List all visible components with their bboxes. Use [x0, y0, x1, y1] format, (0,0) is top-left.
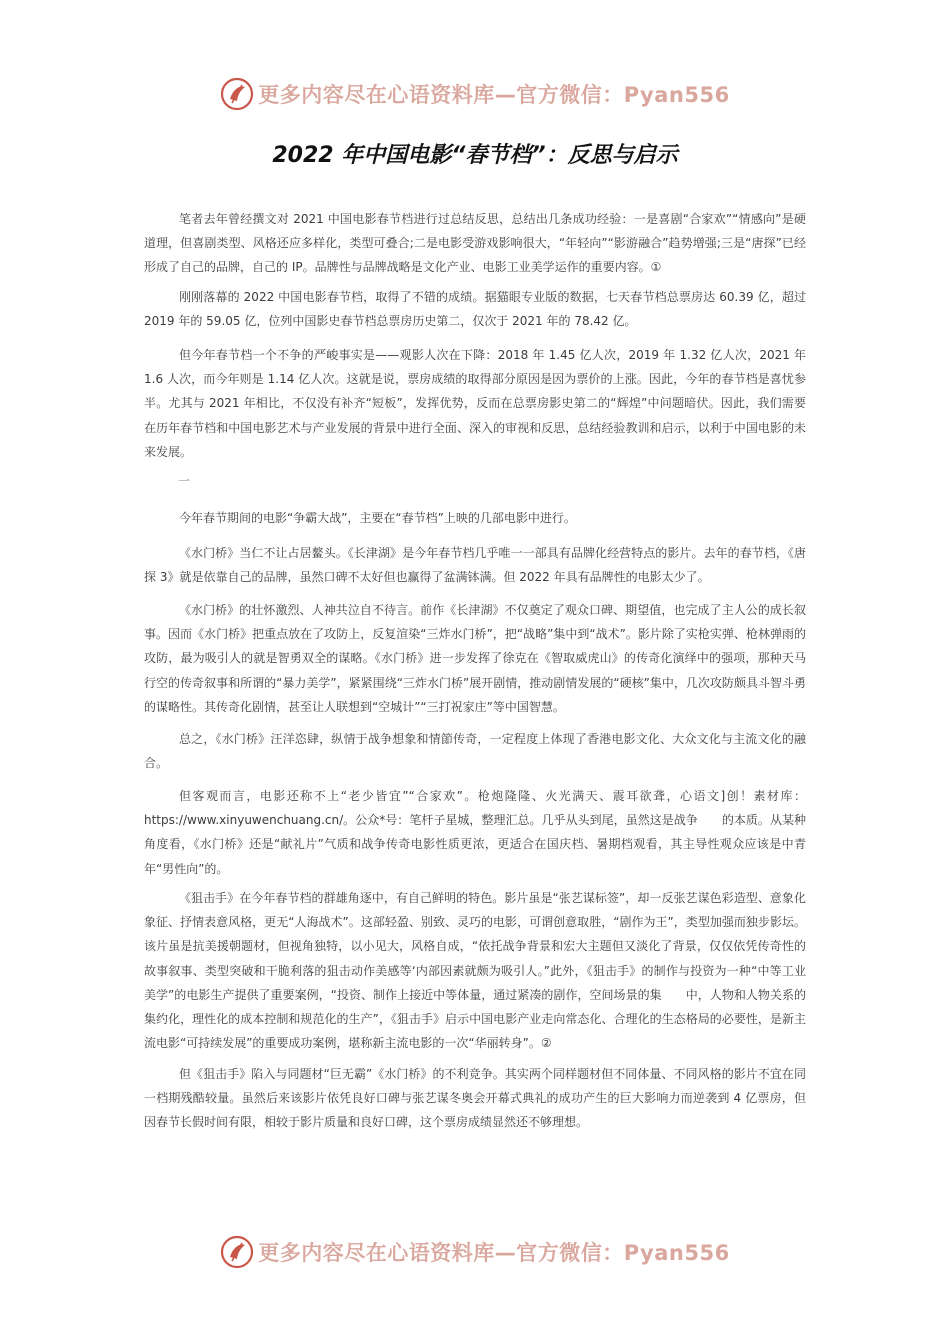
brand-logo-icon — [220, 1235, 254, 1269]
paragraph-3: 但今年春节档一个不争的严峻事实是——观影人次在下降：2018 年 1.45 亿人次，2019 年 1.32 亿人次，2021 年 1.6 人次，而今年则是 1.14 亿人次。这就是说，票房成绩的取得部分原因是因为票价的上涨。因此，今年的春节档是喜忧参半。尤其与 2021 年相比，不仅没有补齐“短板”，发挥优势，反而在总票房影史第二的“辉煌”中问题暗伏。因此，我们需要在历年春节档和中国电影艺术与产业发展的背景中进行全面、深入的审视和反思，总结经验教训和启示，以利于中国电影的未来发展。 — [144, 348, 806, 459]
banner-text: 更多内容尽在心语资料库—官方微信：Pyan556 — [258, 83, 730, 107]
paragraph-4: 今年春节期间的电影“争霸大战”，主要在“春节档”上映的几部电影中进行。 — [179, 511, 576, 525]
footer-banner — [0, 1232, 950, 1272]
paragraph-1: 笔者去年曾经撰文对 2021 中国电影春节档进行过总结反思，总结出几条成功经验：一是喜剧“合家欢”“情感向”是硬道理，但喜剧类型、风格还应多样化，类型可叠合;二是电影受游戏影响很大，“年轻向”“影游融合”趋势增强;三是“唐探”已经形成了自己的品牌，自己的 IP。品牌性与品牌战略是文化产业、电影工业美学运作的重要内容。① — [144, 212, 806, 275]
brand-logo-icon — [220, 77, 254, 111]
paragraph-8: 但客观而言，电影还称不上“老少皆宜”“合家欢”。枪炮隆隆、火光满天、震耳欲聋，心语文]创！素材库：https://www.xinyuwenchuang.cn/。公众*号：笔杆子星城，整理汇总。几乎从头到尾，虽然这是战争 的本质。从某种角度看，《水门桥》还是“献礼片”气质和战争传奇电影性质更浓，更适合在国庆档、暑期档观看，其主导性观众应该是中青年“男性向”的。 — [144, 789, 806, 876]
paragraph-6: 《水门桥》的壮怀激烈、人神共泣自不待言。前作《长津湖》不仅奠定了观众口碑、期望值，也完成了主人公的成长叙事。因而《水门桥》把重点放在了攻防上，反复渲染“三炸水门桥”，把“战略”集中到“战术”。影片除了实枪实弹、枪林弹雨的攻防，最为吸引人的就是智勇双全的谋略。《水门桥》进一步发挥了徐克在《智取威虎山》的传奇化演绎中的强项，那种天马行空的传奇叙事和所谓的“暴力美学”，紧紧围绕“三炸水门桥”展开剧情，推动剧情发展的“硬核”集中，几次攻防颇具斗智斗勇的谋略性。其传奇化剧情，甚至让人联想到“空城计”“三打祝家庄”等中国智慧。 — [144, 603, 806, 714]
section-divider: 一 — [178, 474, 191, 488]
paragraph-10: 但《狙击手》陷入与同题材“巨无霸”《水门桥》的不利竞争。其实两个同样题材但不同体量、不同风格的影片不宜在同一档期残酷较量。虽然后来该影片依凭良好口碑与张艺谋冬奥会开幕式典礼的成功产生的巨大影响力而逆袭到 4 亿票房，但因春节长假时间有限，相较于影片质量和良好口碑，这个票房成绩显然还不够理想。 — [144, 1067, 806, 1130]
paragraph-5: 《水门桥》当仁不让占居鳌头。《长津湖》是今年春节档几乎唯一一部具有品牌化经营特点的影片。去年的春节档，《唐探 3》就是依靠自己的品牌，虽然口碑不太好但也赢得了盆满钵满。但 2022 年具有品牌性的电影太少了。 — [144, 546, 806, 585]
paragraph-2: 刚刚落幕的 2022 中国电影春节档，取得了不错的成绩。据猫眼专业版的数据，七天春节档总票房达 60.39 亿，超过 2019 年的 59.05 亿，位列中国影史春节档总票房历史第二，仅次于 2021 年的 78.42 亿。 — [144, 290, 806, 329]
document-title: 2022 年中国电影“春节档”：反思与启示 — [272, 143, 678, 168]
paragraph-7: 总之，《水门桥》汪洋恣肆，纵情于战争想象和情節传奇，一定程度上体现了香港电影文化、大众文化与主流文化的融合。 — [144, 732, 806, 771]
header-banner — [0, 74, 950, 114]
paragraph-9: 《狙击手》在今年春节档的群雄角逐中，有自己鲜明的特色。影片虽是“张艺谋标签”，却一反张艺谋色彩造型、意象化象征、抒情表意风格，更无“人海战术”。这部轻盈、别致、灵巧的电影，可谓创意取胜，“剧作为王”，类型加强而独步影坛。该片虽是抗美援朝题材，但视角独特，以小见大，风格自成，“依托战争背景和宏大主题但又淡化了背景，仅仅依凭传奇性的故事叙事、类型突破和干脆利落的狙击动作美感等‘内部因素就颇为吸引人。”此外，《狙击手》的制作与投资为一种“中等工业美学”的电影生产提供了重要案例，“投资、制作上接近中等体量，通过紧凑的剧作，空间场景的集 中，人物和人物关系的集约化，理性化的成本控制和规范化的生产”，《狙击手》启示中国电影产业走向常态化、合理化的生态格局的必要性，是新主流电影“可持续发展”的重要成功案例，堪称新主流电影的一次“华丽转身”。② — [144, 891, 806, 1051]
banner-text: 更多内容尽在心语资料库—官方微信：Pyan556 — [258, 1241, 730, 1265]
